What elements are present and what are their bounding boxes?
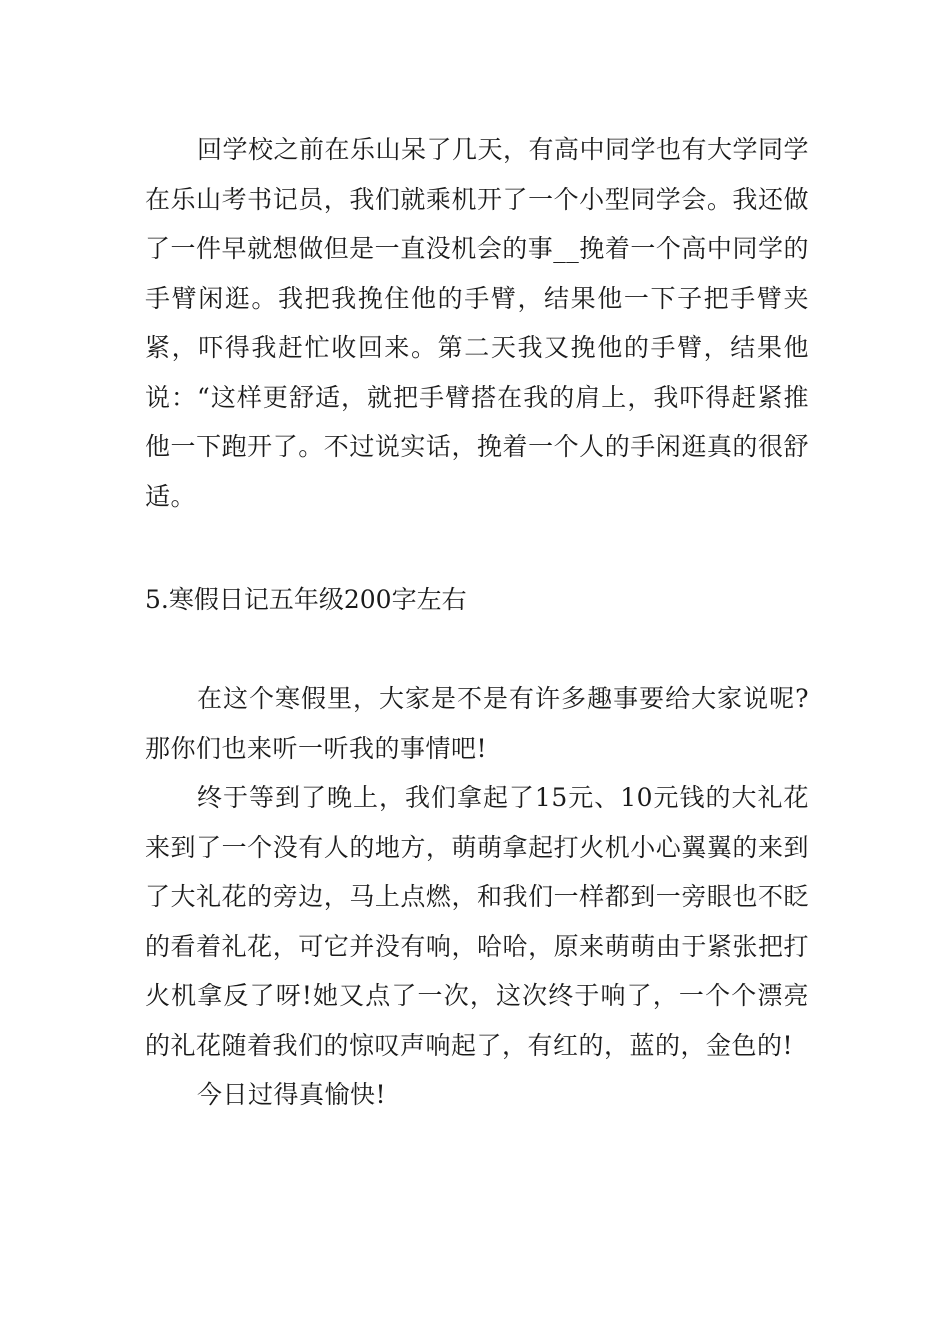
intro-paragraph: 回学校之前在乐山呆了几天，有高中同学也有大学同学在乐山考书记员，我们就乘机开了一个小型同学会。我还做了一件早就想做但是一直没机会的事__挽着一个高中同学的手臂闲逛。我把我挽住他的手臂，结果他一下子把手臂夹紧，吓得我赶忙收回来。第二天我又挽他的手臂，结果他说：“这样更舒适，就把手臂搭在我的肩上，我吓得赶紧推他一下跑开了。不过说实话，挽着一个人的手闲逛真的很舒适。 [145, 135, 810, 511]
diary-paragraph-2: 终于等到了晚上，我们拿起了15元、10元钱的大礼花来到了一个没有人的地方，萌萌拿起打火机小心翼翼的来到了大礼花的旁边，马上点燃，和我们一样都到一旁眼也不眨的看着礼花，可它并没有响，哈哈，原来萌萌由于紧张把打火机拿反了呀!她又点了一次，这次终于响了，一个个漂亮的礼花随着我们的惊叹声响起了，有红的，蓝的，金色的! [145, 783, 809, 1060]
diary-paragraph-1: 在这个寒假里，大家是不是有许多趣事要给大家说呢?那你们也来听一听我的事情吧! [145, 684, 809, 763]
diary-paragraph-3: 今日过得真愉快! [197, 1080, 387, 1109]
intro-section [145, 125, 809, 521]
diary-body [145, 674, 809, 1120]
section-heading: 5.寒假日记五年级200字左右 [145, 585, 467, 614]
